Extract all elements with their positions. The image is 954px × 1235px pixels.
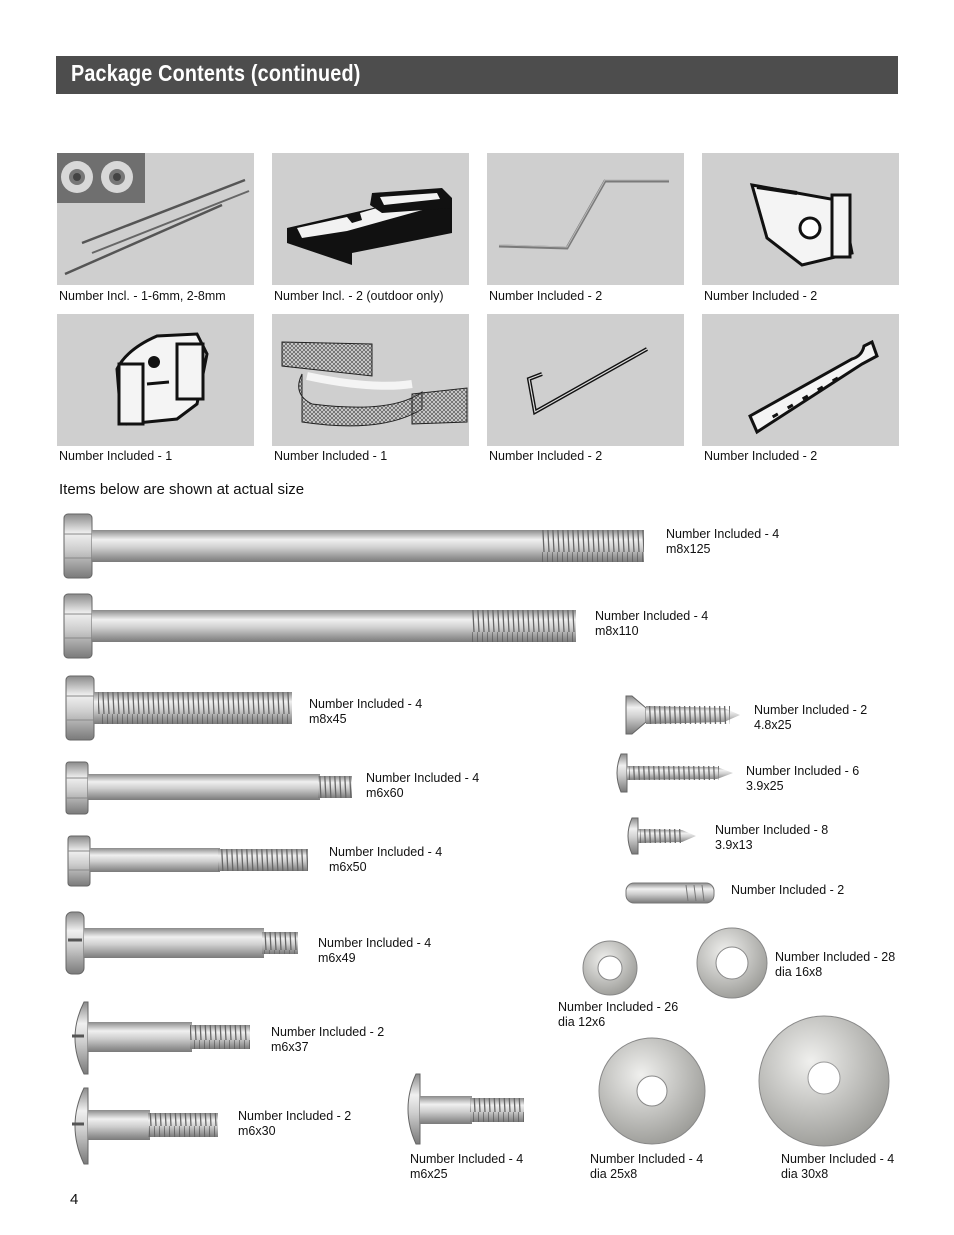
part-image-bent-rod [487, 153, 684, 285]
bolt-m6x60-icon [64, 760, 356, 816]
size-text: m8x125 [666, 542, 711, 556]
bolt-m6x30-icon [64, 1086, 222, 1166]
section-header-bar [56, 56, 898, 94]
label-pin [731, 883, 844, 898]
label-m8x110 [595, 609, 708, 639]
label-m8x125 [666, 527, 779, 557]
part-image-clip-holder [57, 314, 254, 446]
screw-3-9x25-icon [613, 752, 735, 794]
size-text: dia 25x8 [590, 1167, 638, 1181]
part-caption: Number Included - 1 [59, 449, 173, 463]
bolt-m6x50-icon [66, 834, 312, 888]
label-4-8x25 [754, 703, 867, 733]
bolt-m8x110-icon [62, 592, 582, 660]
count-text: Number Included - 2 [731, 883, 845, 897]
count-text: Number Included - 4 [595, 609, 709, 623]
label-12x6 [558, 1000, 678, 1030]
label-m6x60 [366, 771, 479, 801]
size-text: dia 16x8 [775, 965, 823, 979]
size-text: dia 12x6 [558, 1015, 606, 1029]
bent-rod-icon [487, 153, 684, 285]
size-text: m6x60 [366, 786, 404, 800]
size-text: 3.9x25 [746, 779, 784, 793]
size-text: m8x110 [595, 624, 639, 638]
washer-12x6-icon [581, 939, 639, 997]
label-16x8 [775, 950, 895, 980]
page-title: Package Contents (continued) [71, 60, 361, 86]
page-number: 4 [70, 1191, 79, 1208]
size-text: m6x49 [318, 951, 356, 965]
part-caption: Number Included - 2 [489, 289, 603, 303]
washer-16x8-icon [695, 926, 769, 1000]
washer-25x8-icon [597, 1036, 707, 1146]
pin-icon [624, 880, 716, 906]
part-caption: Number Included - 1 [274, 449, 388, 463]
count-text: Number Included - 28 [775, 950, 896, 964]
size-text: m6x30 [238, 1124, 276, 1138]
count-text: Number Included - 4 [329, 845, 443, 859]
part-caption: Number Included - 2 [489, 449, 603, 463]
count-text: Number Included - 2 [754, 703, 868, 717]
label-m6x49 [318, 936, 431, 966]
size-text: m6x37 [271, 1040, 309, 1054]
count-text: Number Included - 4 [666, 527, 780, 541]
label-3-9x25 [746, 764, 859, 794]
count-text: Number Included - 8 [715, 823, 829, 837]
size-text: m6x50 [329, 860, 367, 874]
part-image-rods [57, 153, 254, 285]
size-text: dia 30x8 [781, 1167, 829, 1181]
part-image-strap [702, 314, 899, 446]
bracket-icon [272, 153, 469, 285]
part-image-net-strip [272, 314, 469, 446]
corner-bracket-icon [702, 153, 899, 285]
count-text: Number Included - 4 [318, 936, 432, 950]
bolt-m8x45-icon [62, 674, 297, 742]
count-text: Number Included - 26 [558, 1000, 679, 1014]
count-text: Number Included - 2 [238, 1109, 352, 1123]
count-text: Number Included - 6 [746, 764, 860, 778]
label-m6x50 [329, 845, 442, 875]
count-text: Number Included - 4 [781, 1152, 895, 1166]
label-m8x45 [309, 697, 422, 727]
size-text: m8x45 [309, 712, 347, 726]
size-text: 4.8x25 [754, 718, 792, 732]
count-text: Number Included - 4 [590, 1152, 704, 1166]
label-m6x30 [238, 1109, 351, 1139]
size-text: m6x25 [410, 1167, 448, 1181]
strap-icon [702, 314, 899, 446]
part-caption: Number Included - 2 [704, 289, 818, 303]
bolt-m6x25-icon [398, 1072, 528, 1146]
screw-3-9x13-icon [624, 816, 698, 856]
part-caption: Number Included - 2 [704, 449, 818, 463]
net-strip-icon [272, 314, 469, 446]
bolt-m6x49-icon [64, 910, 304, 976]
label-30x8 [781, 1152, 894, 1182]
washer-30x8-icon [757, 1014, 891, 1148]
label-25x8 [590, 1152, 703, 1182]
label-m6x37 [271, 1025, 384, 1055]
bolt-m6x37-icon [64, 1000, 254, 1076]
label-m6x25 [410, 1152, 523, 1182]
label-3-9x13 [715, 823, 828, 853]
actual-size-note: Items below are shown at actual size [59, 481, 305, 498]
count-text: Number Included - 4 [309, 697, 423, 711]
hook-rod-icon [487, 314, 684, 446]
part-caption: Number Incl. - 1-6mm, 2-8mm [59, 289, 226, 303]
part-caption: Number Incl. - 2 (outdoor only) [274, 289, 444, 303]
count-text: Number Included - 4 [410, 1152, 524, 1166]
part-image-bracket [272, 153, 469, 285]
part-image-corner-bracket [702, 153, 899, 285]
bolt-m8x125-icon [62, 512, 652, 580]
count-text: Number Included - 2 [271, 1025, 385, 1039]
screw-4-8x25-icon [624, 694, 742, 736]
part-image-hook-rod [487, 314, 684, 446]
count-text: Number Included - 4 [366, 771, 480, 785]
rods-and-eyelets-icon [57, 153, 254, 285]
clip-holder-icon [57, 314, 254, 446]
size-text: 3.9x13 [715, 838, 753, 852]
